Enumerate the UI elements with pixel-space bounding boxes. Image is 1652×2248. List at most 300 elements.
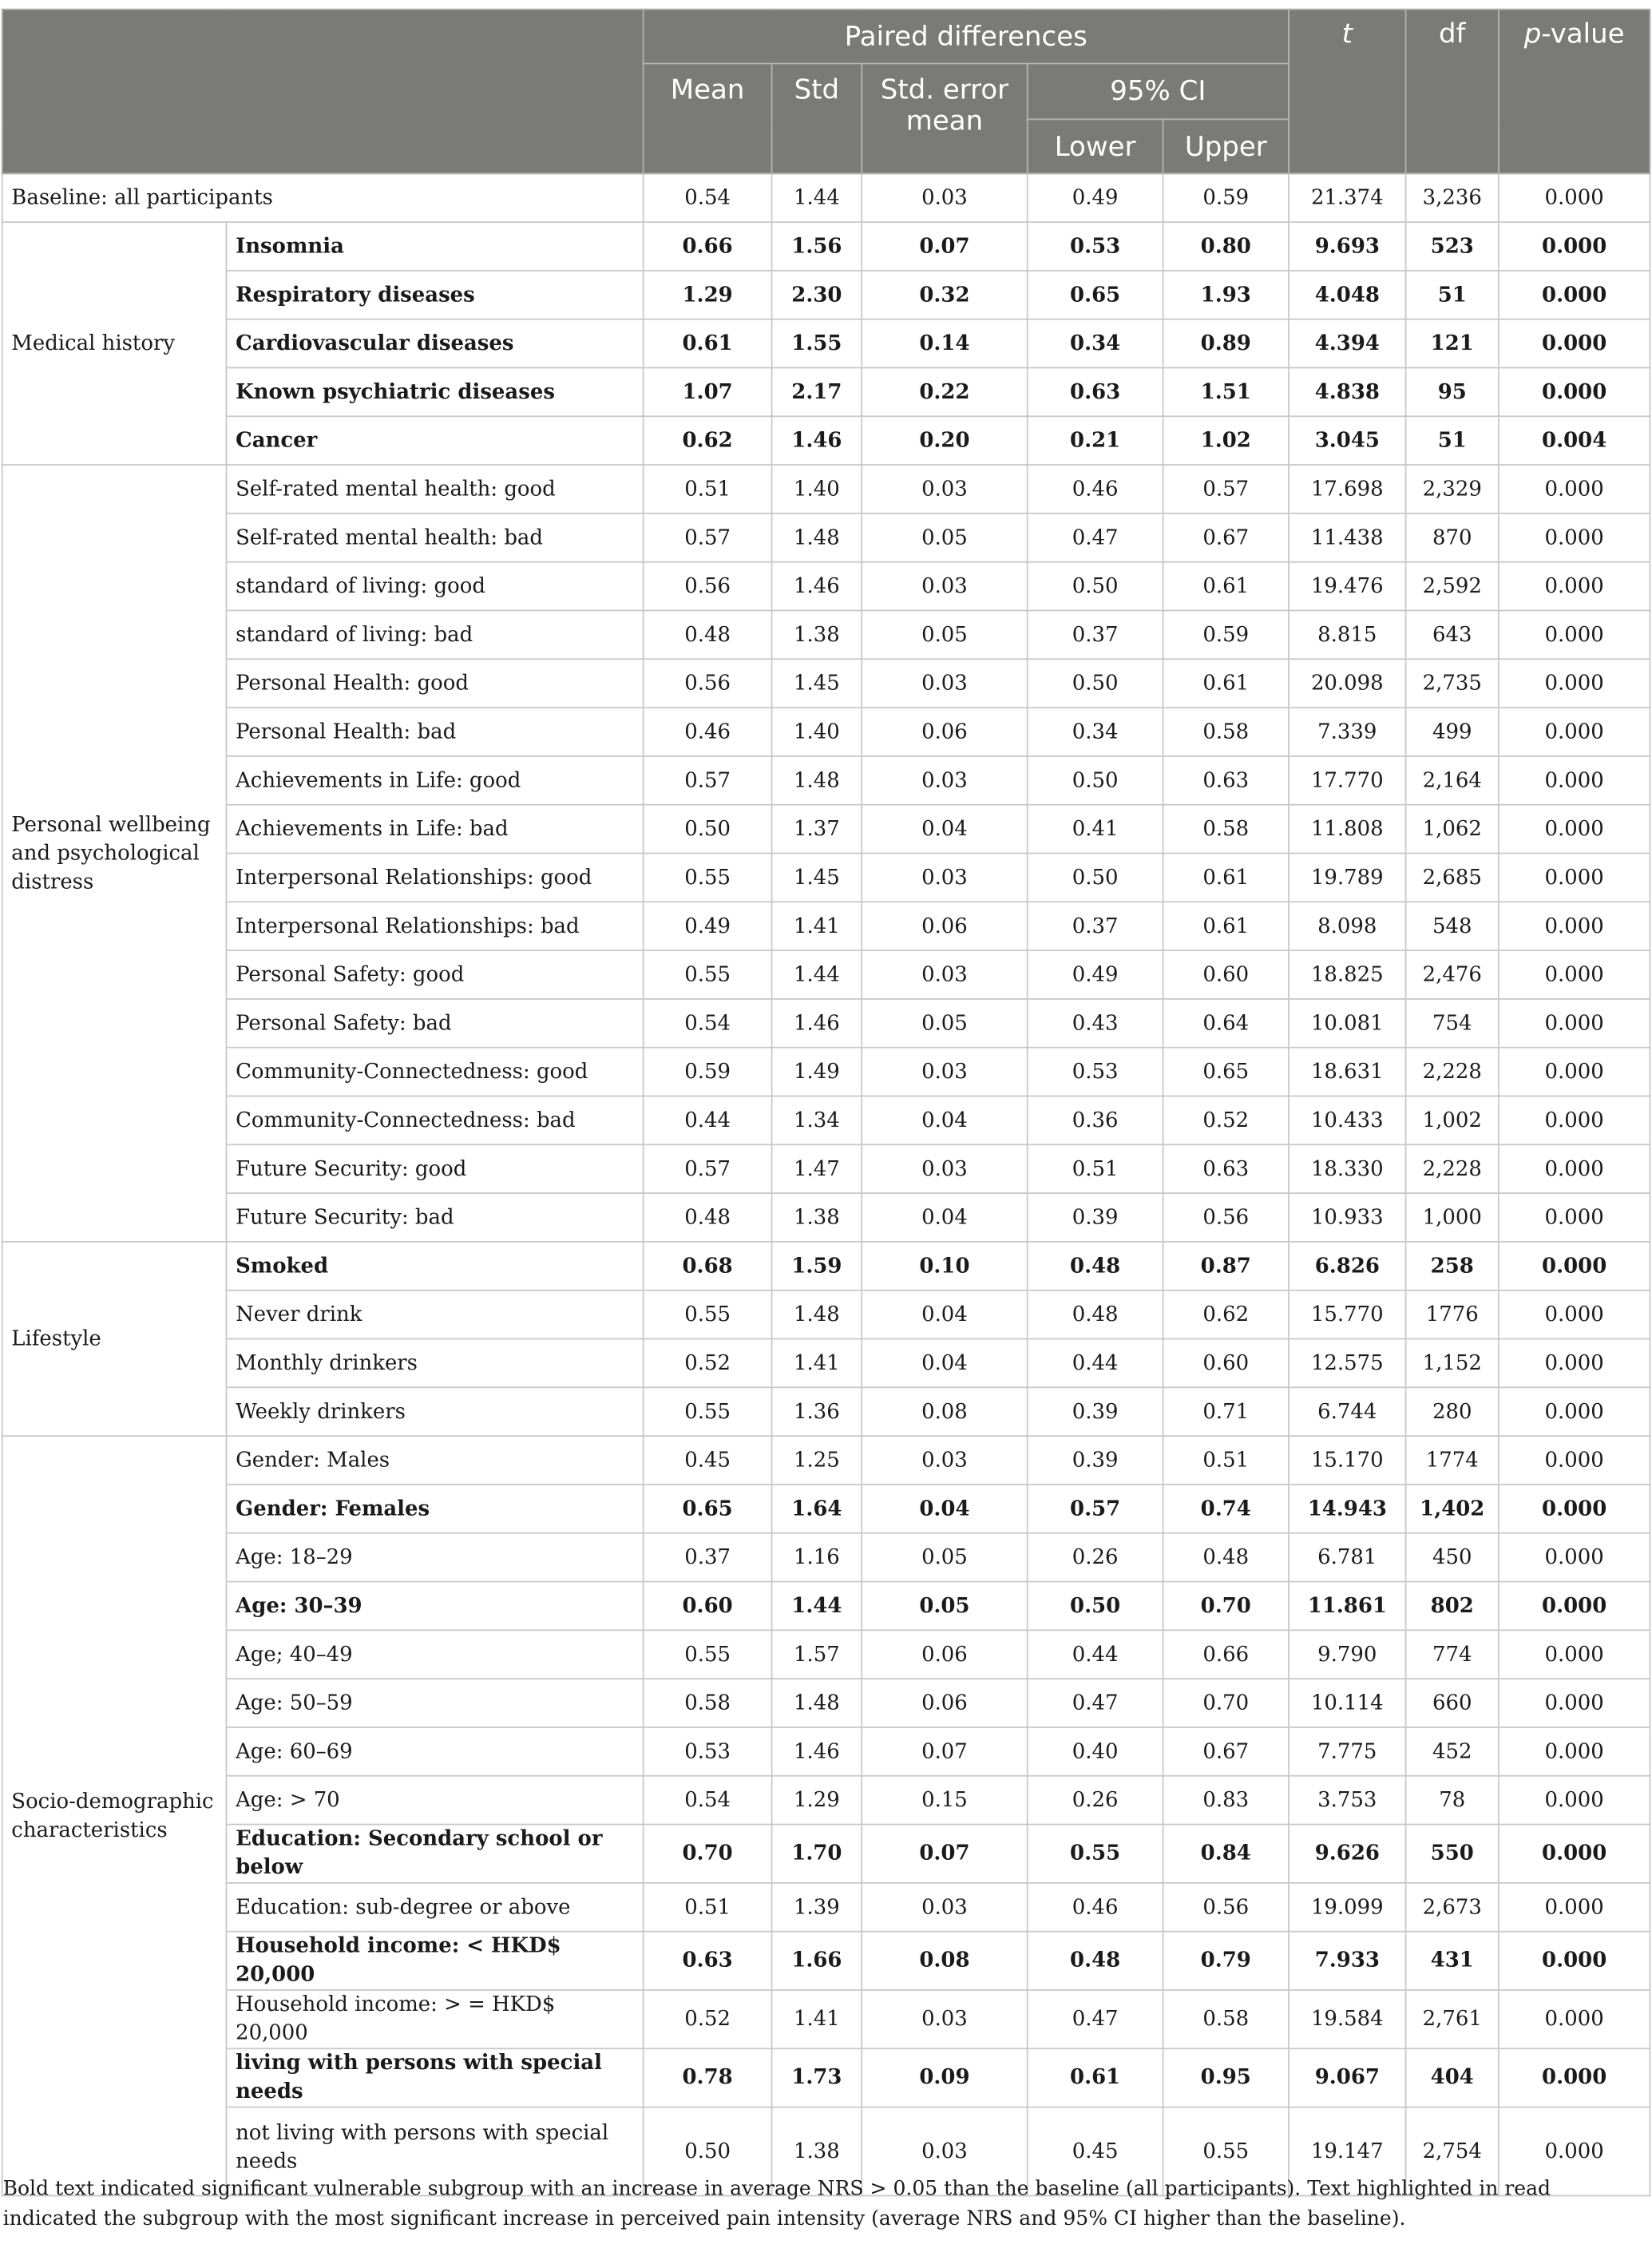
table-cell: 0.60 xyxy=(1163,1339,1289,1388)
table-cell: 1.49 xyxy=(772,1048,862,1096)
table-cell: 0.57 xyxy=(644,513,772,562)
table-cell: 2,761 xyxy=(1406,1990,1499,2048)
table-row xyxy=(2,902,1650,950)
table-cell: 643 xyxy=(1406,610,1499,659)
table-cell: 2,673 xyxy=(1406,1883,1499,1932)
row-label: Future Security: good xyxy=(226,1144,643,1193)
table-cell: 774 xyxy=(1406,1630,1499,1679)
table-cell: 0.000 xyxy=(1499,1776,1650,1825)
paired-differences-table xyxy=(2,9,1651,2197)
table-cell: 0.47 xyxy=(1028,513,1163,562)
row-label: Smoked xyxy=(226,1242,643,1291)
table-cell: 0.37 xyxy=(1028,902,1163,950)
table-row xyxy=(2,2048,1650,2107)
table-cell: 0.41 xyxy=(1028,805,1163,854)
table-cell: 0.57 xyxy=(1028,1485,1163,1533)
table-cell: 1.34 xyxy=(772,1096,862,1145)
table-cell: 1.45 xyxy=(772,659,862,708)
row-label: Community-Connectedness: bad xyxy=(226,1096,643,1145)
table-cell: 7.339 xyxy=(1289,708,1406,756)
table-cell: 0.000 xyxy=(1499,999,1650,1048)
table-cell: 0.58 xyxy=(1163,805,1289,854)
table-row xyxy=(2,1776,1650,1825)
table-row xyxy=(2,1630,1650,1679)
table-cell: 0.000 xyxy=(1499,1533,1650,1582)
table-cell: 870 xyxy=(1406,513,1499,562)
table-cell: 0.55 xyxy=(644,1387,772,1436)
table-cell: 1.38 xyxy=(772,2107,862,2196)
table-cell: 0.48 xyxy=(644,610,772,659)
table-cell: 0.03 xyxy=(862,1883,1027,1932)
table-cell: 1,000 xyxy=(1406,1193,1499,1242)
table-cell: 0.08 xyxy=(862,1387,1027,1436)
row-label: Achievements in Life: good xyxy=(226,756,643,805)
table-row xyxy=(2,1679,1650,1727)
table-cell: 3.045 xyxy=(1289,416,1406,465)
table-header xyxy=(2,10,1650,174)
table-row xyxy=(2,271,1650,319)
table-cell: 0.47 xyxy=(1028,1990,1163,2048)
table-cell: 0.62 xyxy=(644,416,772,465)
table-cell: 0.05 xyxy=(862,1582,1027,1631)
table-cell: 0.51 xyxy=(644,465,772,513)
table-row xyxy=(2,367,1650,416)
table-row xyxy=(2,1932,1650,1990)
table-cell: 0.03 xyxy=(862,1990,1027,2048)
table-cell: 0.03 xyxy=(862,950,1027,999)
table-cell: 3,236 xyxy=(1406,173,1499,222)
table-cell: 0.46 xyxy=(644,708,772,756)
table-cell: 0.79 xyxy=(1163,1932,1289,1990)
table-cell: 0.14 xyxy=(862,319,1027,368)
table-cell: 0.000 xyxy=(1499,1825,1650,1883)
table-cell: 550 xyxy=(1406,1825,1499,1883)
table-cell: 9.067 xyxy=(1289,2048,1406,2107)
table-cell: 0.63 xyxy=(1163,756,1289,805)
table-cell: 0.05 xyxy=(862,999,1027,1048)
table-cell: 0.03 xyxy=(862,1436,1027,1485)
table-cell: 0.000 xyxy=(1499,2048,1650,2107)
table-cell: 0.000 xyxy=(1499,708,1650,756)
table-row xyxy=(2,1193,1650,1242)
row-label: Weekly drinkers xyxy=(226,1387,643,1436)
table-cell: 0.000 xyxy=(1499,902,1650,950)
table-cell: 0.000 xyxy=(1499,1339,1650,1388)
table-cell: 21.374 xyxy=(1289,173,1406,222)
table-cell: 0.04 xyxy=(862,1291,1027,1339)
header-std-error-mean: Std. error mean xyxy=(862,64,1027,174)
table-cell: 1.46 xyxy=(772,562,862,611)
table-cell: 0.000 xyxy=(1499,1193,1650,1242)
table-cell: 0.45 xyxy=(644,1436,772,1485)
table-cell: 8.098 xyxy=(1289,902,1406,950)
table-cell: 0.000 xyxy=(1499,465,1650,513)
table-cell: 2.30 xyxy=(772,271,862,319)
table-cell: 1.57 xyxy=(772,1630,862,1679)
table-cell: 10.114 xyxy=(1289,1679,1406,1727)
table-cell: 4.394 xyxy=(1289,319,1406,368)
table-cell: 0.54 xyxy=(644,999,772,1048)
table-cell: 0.05 xyxy=(862,610,1027,659)
row-label: Personal Safety: good xyxy=(226,950,643,999)
table-body xyxy=(2,173,1650,2195)
table-cell: 0.55 xyxy=(1028,1825,1163,1883)
table-cell: 0.000 xyxy=(1499,756,1650,805)
table-cell: 1.46 xyxy=(772,999,862,1048)
table-cell: 280 xyxy=(1406,1387,1499,1436)
row-label: Household income: < HKD$ 20,000 xyxy=(226,1932,643,1990)
table-cell: 0.48 xyxy=(644,1193,772,1242)
table-cell: 2,735 xyxy=(1406,659,1499,708)
table-cell: 1.59 xyxy=(772,1242,862,1291)
table-cell: 1.44 xyxy=(772,1582,862,1631)
table-row xyxy=(2,222,1650,271)
table-cell: 802 xyxy=(1406,1582,1499,1631)
table-cell: 0.53 xyxy=(1028,1048,1163,1096)
table-row xyxy=(2,999,1650,1048)
table-cell: 7.933 xyxy=(1289,1932,1406,1990)
table-cell: 0.20 xyxy=(862,416,1027,465)
table-cell: 0.09 xyxy=(862,2048,1027,2107)
table-cell: 0.15 xyxy=(862,1776,1027,1825)
table-cell: 1.36 xyxy=(772,1387,862,1436)
row-label: not living with persons with special needs xyxy=(226,2107,643,2196)
table-cell: 17.698 xyxy=(1289,465,1406,513)
table-cell: 51 xyxy=(1406,271,1499,319)
table-cell: 0.50 xyxy=(1028,562,1163,611)
table-cell: 0.51 xyxy=(644,1883,772,1932)
table-cell: 0.21 xyxy=(1028,416,1163,465)
table-cell: 0.48 xyxy=(1028,1291,1163,1339)
table-cell: 0.05 xyxy=(862,513,1027,562)
table-row xyxy=(2,854,1650,902)
table-cell: 0.000 xyxy=(1499,1883,1650,1932)
table-row xyxy=(2,1727,1650,1776)
table-cell: 0.53 xyxy=(1028,222,1163,271)
table-cell: 1.40 xyxy=(772,708,862,756)
header-df: df xyxy=(1406,10,1499,174)
table-cell: 0.53 xyxy=(644,1727,772,1776)
table-cell: 19.476 xyxy=(1289,562,1406,611)
table-cell: 0.03 xyxy=(862,756,1027,805)
table-cell: 0.50 xyxy=(1028,756,1163,805)
table-cell: 0.000 xyxy=(1499,1144,1650,1193)
table-cell: 0.000 xyxy=(1499,1048,1650,1096)
table-cell: 0.49 xyxy=(1028,950,1163,999)
table-cell: 8.815 xyxy=(1289,610,1406,659)
table-cell: 0.51 xyxy=(1028,1144,1163,1193)
table-cell: 1.93 xyxy=(1163,271,1289,319)
table-cell: 0.08 xyxy=(862,1932,1027,1990)
table-cell: 0.61 xyxy=(1163,659,1289,708)
table-cell: 2,476 xyxy=(1406,950,1499,999)
table-row xyxy=(2,610,1650,659)
table-cell: 0.50 xyxy=(1028,854,1163,902)
row-label: Never drink xyxy=(226,1291,643,1339)
table-cell: 450 xyxy=(1406,1533,1499,1582)
table-cell: 0.34 xyxy=(1028,319,1163,368)
group-label: Personal wellbeing and psychological distress xyxy=(2,465,227,1242)
table-cell: 0.95 xyxy=(1163,2048,1289,2107)
table-row xyxy=(2,805,1650,854)
row-label: Self-rated mental health: bad xyxy=(226,513,643,562)
row-label: Interpersonal Relationships: good xyxy=(226,854,643,902)
table-cell: 0.10 xyxy=(862,1242,1027,1291)
table-cell: 1774 xyxy=(1406,1436,1499,1485)
table-cell: 6.781 xyxy=(1289,1533,1406,1582)
table-cell: 17.770 xyxy=(1289,756,1406,805)
table-cell: 1.45 xyxy=(772,854,862,902)
table-cell: 0.61 xyxy=(1028,2048,1163,2107)
row-label: Personal Health: bad xyxy=(226,708,643,756)
table-cell: 4.838 xyxy=(1289,367,1406,416)
table-cell: 0.26 xyxy=(1028,1533,1163,1582)
table-row xyxy=(2,1339,1650,1388)
table-cell: 0.52 xyxy=(1163,1096,1289,1145)
table-cell: 0.61 xyxy=(1163,562,1289,611)
table-cell: 0.03 xyxy=(862,1144,1027,1193)
row-label: Age: 18–29 xyxy=(226,1533,643,1582)
table-cell: 1.37 xyxy=(772,805,862,854)
table-cell: 0.52 xyxy=(644,1339,772,1388)
table-row xyxy=(2,319,1650,368)
table-cell: 11.861 xyxy=(1289,1582,1406,1631)
table-cell: 6.744 xyxy=(1289,1387,1406,1436)
table-cell: 0.70 xyxy=(1163,1679,1289,1727)
table-cell: 0.67 xyxy=(1163,1727,1289,1776)
table-cell: 660 xyxy=(1406,1679,1499,1727)
table-cell: 19.789 xyxy=(1289,854,1406,902)
table-cell: 0.83 xyxy=(1163,1776,1289,1825)
row-label: Insomnia xyxy=(226,222,643,271)
table-cell: 0.000 xyxy=(1499,319,1650,368)
table-cell: 51 xyxy=(1406,416,1499,465)
table-cell: 1.44 xyxy=(772,950,862,999)
table-cell: 4.048 xyxy=(1289,271,1406,319)
table-cell: 0.61 xyxy=(1163,902,1289,950)
table-cell: 0.50 xyxy=(1028,659,1163,708)
table-cell: 0.46 xyxy=(1028,1883,1163,1932)
table-cell: 0.000 xyxy=(1499,1630,1650,1679)
table-cell: 452 xyxy=(1406,1727,1499,1776)
table-cell: 0.48 xyxy=(1163,1533,1289,1582)
table-cell: 0.62 xyxy=(1163,1291,1289,1339)
table-cell: 0.000 xyxy=(1499,1096,1650,1145)
table-cell: 1.38 xyxy=(772,610,862,659)
table-cell: 0.04 xyxy=(862,1096,1027,1145)
row-label: Personal Health: good xyxy=(226,659,643,708)
table-cell: 1.47 xyxy=(772,1144,862,1193)
table-cell: 0.39 xyxy=(1028,1436,1163,1485)
table-cell: 11.808 xyxy=(1289,805,1406,854)
table-cell: 0.000 xyxy=(1499,222,1650,271)
table-cell: 0.000 xyxy=(1499,2107,1650,2196)
table-cell: 0.70 xyxy=(644,1825,772,1883)
header-mean: Mean xyxy=(644,64,772,174)
table-cell: 7.775 xyxy=(1289,1727,1406,1776)
table-cell: 0.000 xyxy=(1499,1291,1650,1339)
table-row xyxy=(2,1582,1650,1631)
table-cell: 0.55 xyxy=(644,950,772,999)
table-cell: 0.07 xyxy=(862,222,1027,271)
table-cell: 258 xyxy=(1406,1242,1499,1291)
header-ci: 95% CI xyxy=(1028,64,1289,120)
table-cell: 15.770 xyxy=(1289,1291,1406,1339)
row-label: Personal Safety: bad xyxy=(226,999,643,1048)
table-row xyxy=(2,1990,1650,2048)
table-cell: 1.29 xyxy=(772,1776,862,1825)
table-cell: 0.49 xyxy=(644,902,772,950)
table-cell: 1.66 xyxy=(772,1932,862,1990)
table-cell: 1.70 xyxy=(772,1825,862,1883)
table-cell: 0.59 xyxy=(1163,610,1289,659)
table-cell: 1.56 xyxy=(772,222,862,271)
group-label: Lifestyle xyxy=(2,1242,227,1436)
table-row xyxy=(2,465,1650,513)
table-cell: 0.44 xyxy=(1028,1339,1163,1388)
table-cell: 0.58 xyxy=(1163,708,1289,756)
row-label: Future Security: bad xyxy=(226,1193,643,1242)
table-cell: 10.433 xyxy=(1289,1096,1406,1145)
table-cell: 0.004 xyxy=(1499,416,1650,465)
header-paired-differences: Paired differences xyxy=(644,10,1289,64)
table-cell: 0.000 xyxy=(1499,1436,1650,1485)
table-row xyxy=(2,1291,1650,1339)
table-cell: 0.66 xyxy=(1163,1630,1289,1679)
table-cell: 0.56 xyxy=(1163,1193,1289,1242)
table-cell: 0.57 xyxy=(644,1144,772,1193)
table-cell: 0.54 xyxy=(644,173,772,222)
row-label: Education: sub-degree or above xyxy=(226,1883,643,1932)
row-label: Monthly drinkers xyxy=(226,1339,643,1388)
table-cell: 0.000 xyxy=(1499,1679,1650,1727)
table-cell: 0.32 xyxy=(862,271,1027,319)
table-cell: 11.438 xyxy=(1289,513,1406,562)
table-cell: 15.170 xyxy=(1289,1436,1406,1485)
table-cell: 2,228 xyxy=(1406,1048,1499,1096)
table-cell: 0.000 xyxy=(1499,1387,1650,1436)
table-cell: 0.65 xyxy=(644,1485,772,1533)
table-cell: 404 xyxy=(1406,2048,1499,2107)
table-cell: 1.40 xyxy=(772,465,862,513)
row-label: Interpersonal Relationships: bad xyxy=(226,902,643,950)
table-cell: 1.41 xyxy=(772,902,862,950)
table-cell: 0.71 xyxy=(1163,1387,1289,1436)
table-cell: 2.17 xyxy=(772,367,862,416)
header-p-value: p-value xyxy=(1499,10,1650,174)
table-cell: 1.16 xyxy=(772,1533,862,1582)
table-cell: 1776 xyxy=(1406,1291,1499,1339)
table-cell: 2,592 xyxy=(1406,562,1499,611)
table-cell: 9.693 xyxy=(1289,222,1406,271)
table-cell: 0.48 xyxy=(1028,1932,1163,1990)
row-label: Achievements in Life: bad xyxy=(226,805,643,854)
row-label: Cancer xyxy=(226,416,643,465)
table-cell: 0.63 xyxy=(1163,1144,1289,1193)
table-row xyxy=(2,562,1650,611)
header-std: Std xyxy=(772,64,862,174)
table-cell: 0.70 xyxy=(1163,1582,1289,1631)
row-label: Self-rated mental health: good xyxy=(226,465,643,513)
table-cell: 0.000 xyxy=(1499,1242,1650,1291)
table-cell: 2,685 xyxy=(1406,854,1499,902)
table-cell: 9.626 xyxy=(1289,1825,1406,1883)
table-cell: 95 xyxy=(1406,367,1499,416)
table-cell: 0.65 xyxy=(1163,1048,1289,1096)
table-cell: 121 xyxy=(1406,319,1499,368)
table-row xyxy=(2,756,1650,805)
table-cell: 548 xyxy=(1406,902,1499,950)
table-cell: 0.000 xyxy=(1499,805,1650,854)
table-cell: 0.48 xyxy=(1028,1242,1163,1291)
row-label: Age; 40–49 xyxy=(226,1630,643,1679)
table-cell: 0.06 xyxy=(862,708,1027,756)
table-cell: 2,164 xyxy=(1406,756,1499,805)
table-cell: 0.000 xyxy=(1499,1990,1650,2048)
table-cell: 14.943 xyxy=(1289,1485,1406,1533)
table-cell: 0.46 xyxy=(1028,465,1163,513)
table-cell: 0.03 xyxy=(862,854,1027,902)
table-row xyxy=(2,1387,1650,1436)
table-cell: 0.03 xyxy=(862,562,1027,611)
table-cell: 0.43 xyxy=(1028,999,1163,1048)
row-label: standard of living: good xyxy=(226,562,643,611)
table-cell: 0.57 xyxy=(644,756,772,805)
row-label: Community-Connectedness: good xyxy=(226,1048,643,1096)
table-row xyxy=(2,513,1650,562)
table-cell: 0.55 xyxy=(644,1291,772,1339)
table-cell: 0.56 xyxy=(1163,1883,1289,1932)
table-cell: 0.84 xyxy=(1163,1825,1289,1883)
table-row xyxy=(2,1096,1650,1145)
table-cell: 0.50 xyxy=(1028,1582,1163,1631)
table-cell: 19.147 xyxy=(1289,2107,1406,2196)
group-label: Medical history xyxy=(2,222,227,465)
table-cell: 0.36 xyxy=(1028,1096,1163,1145)
table-cell: 0.000 xyxy=(1499,173,1650,222)
table-cell: 0.05 xyxy=(862,1533,1027,1582)
table-cell: 0.44 xyxy=(644,1096,772,1145)
table-cell: 0.89 xyxy=(1163,319,1289,368)
table-cell: 1.73 xyxy=(772,2048,862,2107)
table-cell: 0.65 xyxy=(1028,271,1163,319)
row-label: Gender: Males xyxy=(226,1436,643,1485)
table-cell: 0.26 xyxy=(1028,1776,1163,1825)
table-cell: 0.56 xyxy=(644,659,772,708)
table-cell: 0.000 xyxy=(1499,562,1650,611)
table-cell: 0.61 xyxy=(644,319,772,368)
table-cell: 1.41 xyxy=(772,1990,862,2048)
table-cell: 523 xyxy=(1406,222,1499,271)
table-cell: 18.825 xyxy=(1289,950,1406,999)
table-cell: 2,228 xyxy=(1406,1144,1499,1193)
table-cell: 0.45 xyxy=(1028,2107,1163,2196)
table-row xyxy=(2,173,1650,222)
table-row xyxy=(2,1825,1650,1883)
table-cell: 1.41 xyxy=(772,1339,862,1388)
table-row xyxy=(2,1242,1650,1291)
table-row xyxy=(2,1485,1650,1533)
table-cell: 0.07 xyxy=(862,1825,1027,1883)
table-cell: 1.38 xyxy=(772,1193,862,1242)
table-cell: 1.25 xyxy=(772,1436,862,1485)
table-cell: 1.46 xyxy=(772,1727,862,1776)
table-cell: 0.63 xyxy=(644,1932,772,1990)
row-label: Cardiovascular diseases xyxy=(226,319,643,368)
table-cell: 0.40 xyxy=(1028,1727,1163,1776)
table-cell: 0.06 xyxy=(862,902,1027,950)
table-cell: 431 xyxy=(1406,1932,1499,1990)
